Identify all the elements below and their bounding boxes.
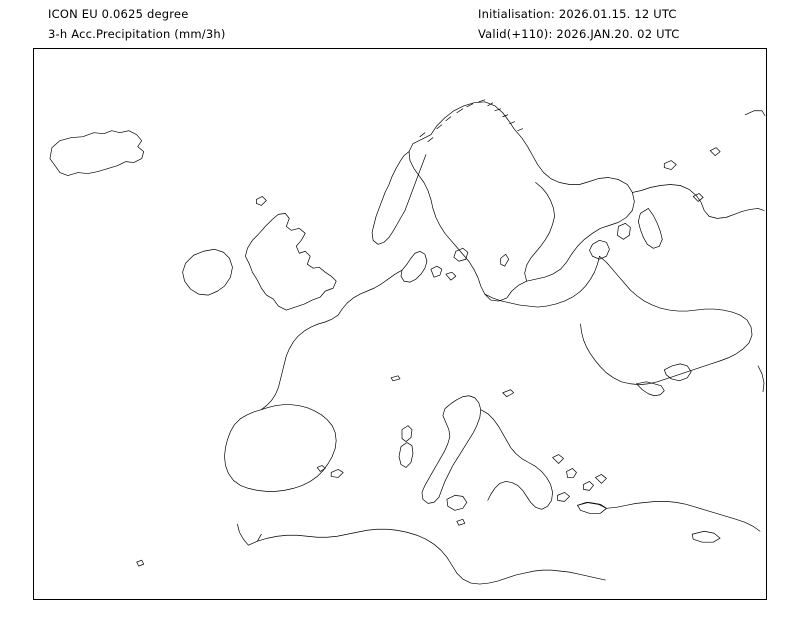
coastline-map: [34, 49, 766, 599]
island-balearics: [317, 465, 343, 477]
coastline-france-atlantic: [261, 315, 338, 410]
coastline-gibraltar-strait: [237, 524, 261, 545]
model-name-label: ICON EU 0.0625 degree: [48, 7, 189, 21]
coastline-iberia: [224, 405, 336, 492]
lake-balaton: [503, 390, 514, 397]
coastline-corsica: [402, 426, 412, 442]
coastline-iceland: [50, 131, 144, 176]
coastline-sardinia: [399, 443, 413, 468]
island-misc-north: [664, 148, 720, 202]
coastline-italy: [422, 396, 481, 504]
coastline-norway-fjords: [372, 152, 426, 245]
coastline-turkey-south: [606, 501, 760, 531]
island-bear: [137, 560, 144, 566]
valid-time-label: Valid(+110): 2026.JAN.20. 02 UTC: [478, 27, 680, 41]
island-faroes: [256, 196, 266, 205]
initialisation-label: Initialisation: 2026.01.15. 12 UTC: [478, 7, 677, 21]
coastline-crimea: [636, 382, 664, 396]
coastline-great-britain: [245, 213, 336, 310]
coastline-sicily: [447, 495, 467, 510]
lake-vanern: [454, 248, 468, 261]
lake-geneva: [391, 376, 400, 381]
island-malta: [457, 519, 465, 525]
coastline-gulf-of-bothnia: [525, 183, 555, 282]
coastline-balkans-greece: [481, 410, 553, 510]
island-novaya-zemlya: [745, 111, 765, 116]
coastline-north-sea-south: [338, 270, 402, 315]
coastline-white-sea: [638, 208, 662, 248]
island-crete: [578, 502, 607, 508]
map-panel: [33, 48, 767, 600]
coastline-cyprus: [692, 531, 720, 542]
coastline-baltic-south: [485, 256, 600, 307]
coastline-denmark: [401, 251, 427, 282]
coastline-caspian-west: [758, 366, 764, 392]
coastline-north-africa: [248, 529, 605, 584]
island-gotland: [501, 254, 509, 266]
coastline-scandinavia: [409, 102, 634, 301]
coastline-ireland: [183, 249, 233, 295]
coastline-norway-islands: [420, 100, 523, 142]
coastline-black-sea: [581, 256, 753, 385]
field-name-label: 3-h Acc.Precipitation (mm/3h): [48, 27, 226, 41]
lake-onega: [617, 223, 630, 239]
coastline-danish-isles: [431, 266, 456, 280]
